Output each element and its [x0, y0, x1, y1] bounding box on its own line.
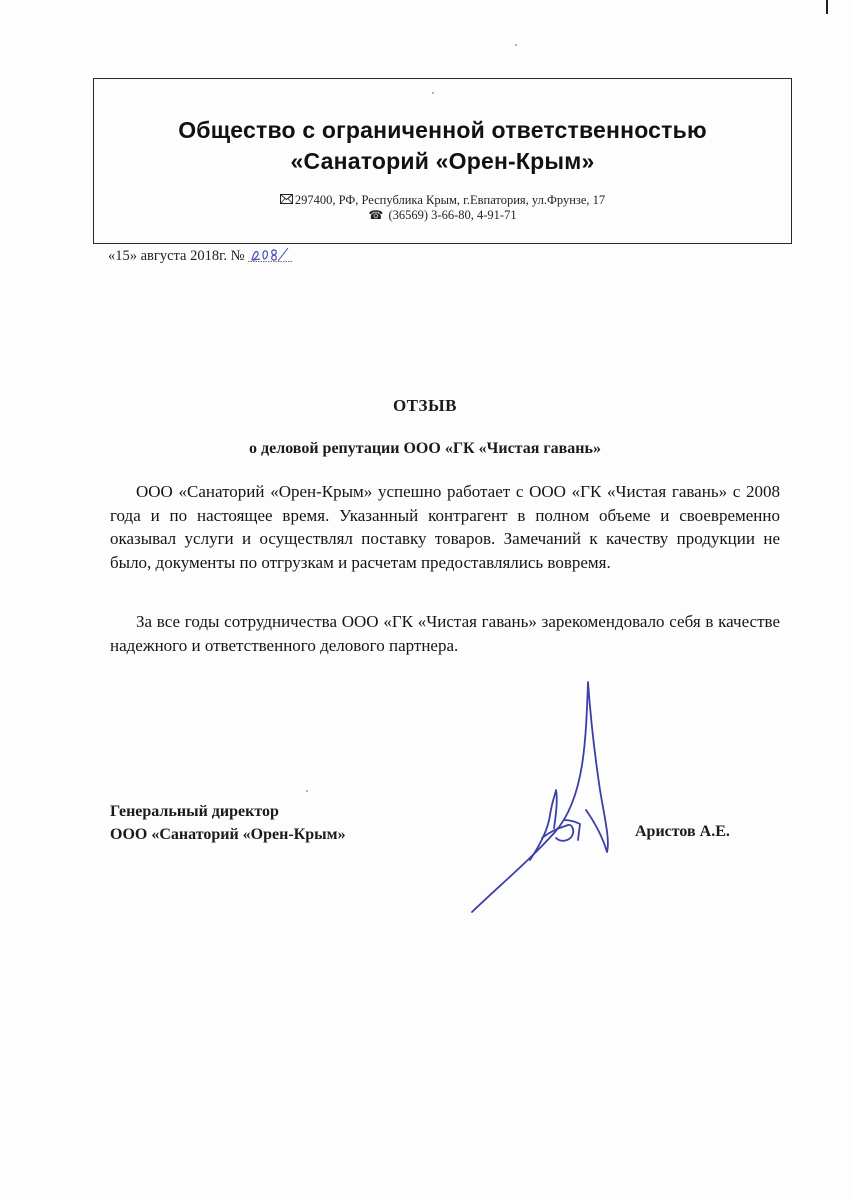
body-paragraph-2: За все годы сотрудничества ООО «ГК «Чистая гавань» зарекомендовало себя в качестве надежного и ответственного делового партнера.	[110, 612, 780, 655]
letter-date	[108, 247, 292, 265]
address-text: 297400, РФ, Республика Крым, г.Евпатория, ул.Фрунзе, 17	[294, 193, 606, 207]
body-paragraph-1: ООО «Санаторий «Орен-Крым» успешно работает с ООО «ГК «Чистая гавань» с 2008 года и по настоящее время. Указанный контрагент в полном объеме и своевременно оказывал услуги и осуществлял поставку товаров. Замечаний к качеству продукции не было, документы по отгрузкам и расчетам предоставлялись вовремя.	[110, 482, 780, 572]
envelope-icon	[280, 194, 293, 206]
position-line1: Генеральный директор	[110, 803, 279, 820]
scan-speck	[306, 790, 308, 792]
org-address	[94, 193, 791, 208]
signatory-name: Аристов А.Е.	[635, 823, 730, 840]
letterhead	[93, 78, 792, 244]
org-phone	[94, 208, 791, 223]
document-title: ОТЗЫВ	[392, 396, 458, 415]
org-name-line2: «Санаторий «Орен-Крым»	[290, 148, 595, 174]
phone-icon: ☎	[368, 208, 384, 222]
document-subtitle: о деловой репутации ООО «ГК «Чистая гавань»	[249, 440, 601, 457]
handwritten-signature	[460, 670, 640, 920]
handwritten-number	[248, 247, 292, 263]
org-name-line1: Общество с ограниченной ответственностью	[178, 117, 707, 143]
position-line2: ООО «Санаторий «Орен-Крым»	[110, 826, 346, 843]
scan-speck	[515, 44, 517, 46]
scan-corner-mark	[826, 0, 828, 14]
signatory-position	[110, 800, 346, 846]
phone-text: (36569) 3-66-80, 4-91-71	[388, 208, 517, 222]
date-text: «15» августа 2018г. №	[108, 248, 245, 264]
